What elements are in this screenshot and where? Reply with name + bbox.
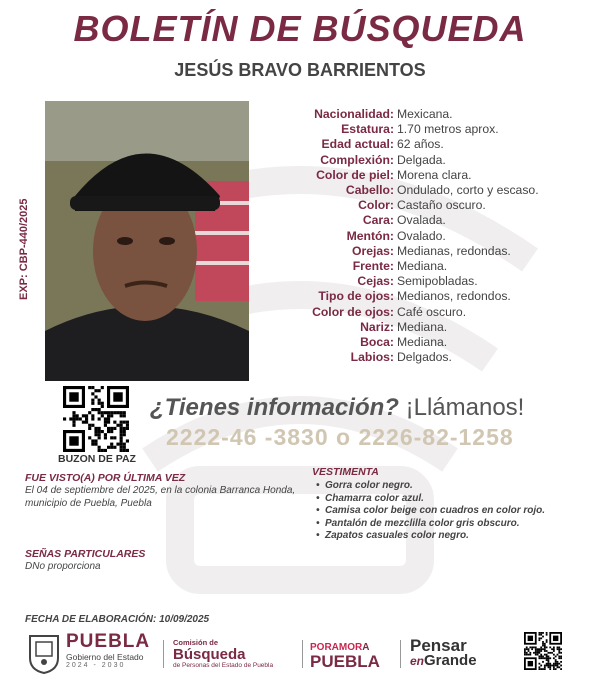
detail-value: Morena clara. xyxy=(397,167,472,182)
list-item: • Camisa color beige con cuadros en color rojo. xyxy=(312,505,592,518)
detail-label: Boca: xyxy=(360,335,394,350)
physical-details xyxy=(270,107,590,365)
a-text: A xyxy=(362,642,370,653)
qr-code-buzon[interactable] xyxy=(63,386,129,452)
detail-label: Mentón: xyxy=(346,228,394,243)
divider xyxy=(302,640,303,668)
last-seen-section xyxy=(25,472,315,510)
pensar-text: Pensar xyxy=(410,636,467,655)
last-seen-text: El 04 de septiembre del 2025, en la colonia Barranca Honda, municipio de Puebla, Puebla xyxy=(25,485,296,509)
buzon-de-paz-label: BUZON DE PAZ xyxy=(58,453,136,465)
amor-text: AMOR xyxy=(331,642,363,653)
qr-code-footer[interactable] xyxy=(524,632,562,670)
detail-value: Ondulado, corto y escaso. xyxy=(397,183,539,198)
detail-row xyxy=(270,335,590,350)
detail-label: Labios: xyxy=(350,350,394,365)
detail-value: Medianos, redondos. xyxy=(397,289,511,304)
detail-label: Nacionalidad: xyxy=(314,107,394,121)
detail-label: Color: xyxy=(358,198,394,213)
detail-label: Complexión: xyxy=(320,152,394,167)
por-text: POR xyxy=(310,642,332,653)
missing-person-name: JESÚS BRAVO BARRIENTOS xyxy=(174,60,426,80)
detail-row xyxy=(270,229,590,244)
puebla-text: PUEBLA xyxy=(310,652,380,671)
puebla-wordmark: PUEBLA xyxy=(66,631,151,652)
divider xyxy=(400,640,401,668)
detail-label: Cejas: xyxy=(357,274,394,289)
marks-text: DNo proporciona xyxy=(25,561,101,572)
detail-label: Nariz: xyxy=(360,319,394,334)
detail-label: Edad actual: xyxy=(321,137,394,152)
contact-headline xyxy=(150,394,524,422)
grande-text: Grande xyxy=(424,652,477,669)
person-photo xyxy=(45,101,249,381)
detail-value: Ovalada. xyxy=(397,213,446,228)
detail-row xyxy=(270,305,590,320)
detail-value: Café oscuro. xyxy=(397,304,467,319)
detail-value: Mediana. xyxy=(397,319,448,334)
detail-value: Mexicana. xyxy=(397,107,453,121)
state-seal-icon xyxy=(27,632,61,674)
list-item: • Zapatos casuales color negro. xyxy=(312,530,592,543)
detail-row xyxy=(270,137,590,152)
por-amor-a-puebla-logo xyxy=(310,641,392,669)
detail-value: Castaño oscuro. xyxy=(397,198,486,213)
list-item: • Pantalón de mezclilla color gris obscuro. xyxy=(312,518,592,531)
clothing-section xyxy=(312,466,592,543)
detail-row xyxy=(270,168,590,183)
detail-row xyxy=(270,350,590,365)
detail-label: Color de ojos: xyxy=(312,304,394,319)
detail-value: Delgada. xyxy=(397,152,446,167)
distinguishing-marks-section xyxy=(25,548,315,573)
detail-row xyxy=(270,198,590,213)
question-text: ¿Tienes información? xyxy=(150,394,399,421)
detail-value: Ovalado. xyxy=(397,228,446,243)
call-text: ¡Llámanos! xyxy=(398,394,525,421)
comision-sub: de Personas del Estado de Puebla xyxy=(173,662,274,669)
divider xyxy=(163,640,164,668)
clothing-list xyxy=(312,480,592,543)
detail-row xyxy=(270,244,590,259)
gobierno-text: Gobierno del Estado xyxy=(66,652,144,662)
detail-label: Frente: xyxy=(352,259,394,274)
detail-row xyxy=(270,107,590,122)
pensar-en-grande-logo xyxy=(410,638,505,669)
detail-value: Semipobladas. xyxy=(397,274,478,289)
case-number: EXP: CBP-440/2025 xyxy=(18,198,30,300)
detail-row xyxy=(270,183,590,198)
en-text: en xyxy=(410,654,425,668)
detail-row xyxy=(270,274,590,289)
detail-label: Cara: xyxy=(362,213,394,228)
years-text: 2024 - 2030 xyxy=(66,662,126,669)
elaboration-date: FECHA DE ELABORACIÓN: 10/09/2025 xyxy=(25,614,210,625)
last-seen-title: FUE VISTO(A) POR ÚLTIMA VEZ xyxy=(25,472,186,484)
detail-label: Estatura: xyxy=(341,122,394,137)
detail-row xyxy=(270,320,590,335)
detail-row xyxy=(270,122,590,137)
detail-value: Medianas, redondas. xyxy=(397,243,511,258)
marks-title: SEÑAS PARTICULARES xyxy=(25,548,146,560)
detail-row xyxy=(270,289,590,304)
detail-value: Mediana. xyxy=(397,259,448,274)
detail-row xyxy=(270,153,590,168)
clothing-title: VESTIMENTA xyxy=(312,466,379,478)
detail-row xyxy=(270,213,590,228)
comision-main: Búsqueda xyxy=(173,646,246,663)
detail-value: Mediana. xyxy=(397,335,448,350)
detail-label: Color de piel: xyxy=(316,167,394,182)
detail-label: Cabello: xyxy=(345,183,394,198)
detail-label: Orejas: xyxy=(351,243,394,258)
detail-value: 62 años. xyxy=(397,137,444,152)
detail-value: Delgados. xyxy=(397,350,452,365)
phone-numbers[interactable]: 2222-46 -3830 o 2226-82-1258 xyxy=(166,424,514,450)
list-item: • Gorra color negro. xyxy=(312,480,592,493)
comision-busqueda-logo xyxy=(173,638,293,669)
detail-row xyxy=(270,259,590,274)
list-item: • Chamarra color azul. xyxy=(312,493,592,506)
puebla-government-logo xyxy=(66,632,156,669)
comision-top: Comisión de xyxy=(173,638,219,647)
page-title: BOLETÍN DE BÚSQUEDA xyxy=(73,8,527,49)
detail-value: 1.70 metros aprox. xyxy=(397,122,499,137)
detail-label: Tipo de ojos: xyxy=(318,289,394,304)
